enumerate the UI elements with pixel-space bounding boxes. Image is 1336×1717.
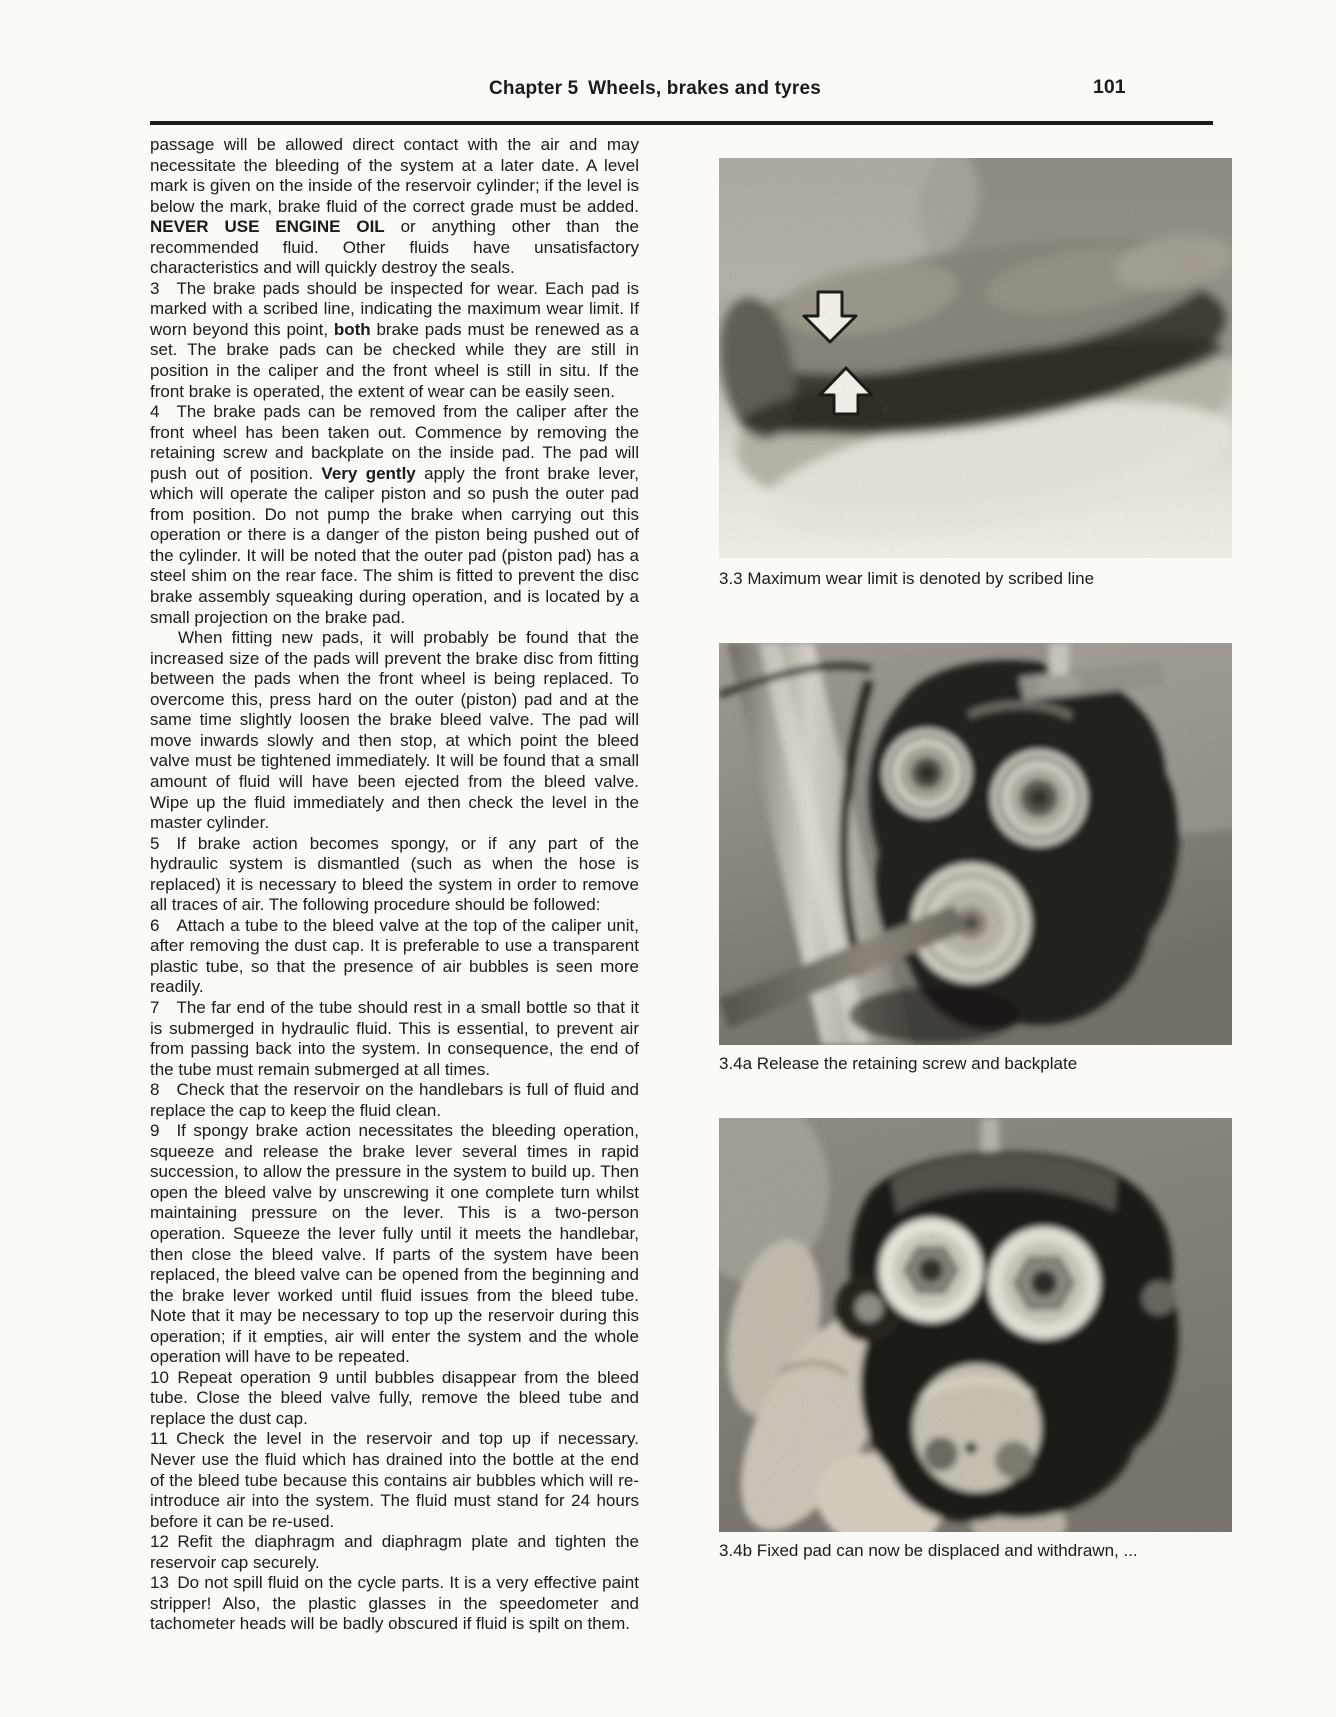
body-text-column <box>150 135 639 1635</box>
figure-brake-pad-wear <box>719 158 1232 589</box>
figure-retaining-screw <box>719 643 1232 1074</box>
body-paragraph: When fitting new pads, it will probably be found that the increased size of the pads will prevent the brake disc from fitting between the pads when the front wheel is being replaced. To overcome this, press hard on the outer (piston) pad and at the same time slightly loosen the brake bleed valve. The pad will move inwards slowly and then stop, at which point the bleed valve must be tightened immediately. It will be found that a small amount of fluid will have been ejected from the bleed valve. Wipe up the fluid immediately and then check the level in the master cylinder. <box>150 628 639 833</box>
body-paragraph: 12 Refit the diaphragm and diaphragm plate and tighten the reservoir cap securely. <box>150 1532 639 1572</box>
body-paragraph: 8 Check that the reservoir on the handlebars is full of fluid and replace the cap to keep the fluid clean. <box>150 1080 639 1120</box>
figure-fixed-pad <box>719 1118 1232 1561</box>
body-paragraph: 13 Do not spill fluid on the cycle parts. It is a very effective paint stripper! Also, the plastic glasses in the speedometer and tachometer heads will be badly obscured if fluid is spilt on them. <box>150 1573 639 1634</box>
body-paragraph: 3 The brake pads should be inspected for wear. Each pad is marked with a scribed line, indicating the maximum wear limit. If worn beyond this point, both brake pads must be renewed as a set. The brake pads can be checked while they are still in position in the caliper and the front wheel is still in situ. If the front brake is operated, the extent of wear can be easily seen. <box>150 278 639 401</box>
figure-3-3-photo <box>719 158 1232 558</box>
body-paragraph: 10 Repeat operation 9 until bubbles disappear from the bleed tube. Close the bleed valve fully, remove the bleed tube and replace the dust cap. <box>150 1367 639 1428</box>
body-paragraph: passage will be allowed direct contact with the air and may necessitate the bleeding of the system at a later date. A level mark is given on the inside of the reservoir cylinder; if the level is below the mark, brake fluid of the correct grade must be added. NEVER USE ENGINE OIL or anything other than the recommended fluid. Other fluids have unsatisfactory characteristics and will quickly destroy the seals. <box>150 135 639 278</box>
figure-caption: 3.3 Maximum wear limit is denoted by scribed line <box>719 569 1095 588</box>
figure-3-4b-photo <box>719 1118 1232 1532</box>
body-paragraph: 5 If brake action becomes spongy, or if any part of the hydraulic system is dismantled (such as when the hose is replaced) it is necessary to bleed the system in order to remove all traces of air. The following procedure should be followed: <box>150 833 639 915</box>
body-paragraph: 9 If spongy brake action necessitates the bleeding operation, squeeze and release the brake lever several times in rapid succession, to allow the pressure in the system to build up. Then open the bleed valve by unscrewing it one complete turn whilst maintaining pressure on the lever. This is a two-person operation. Squeeze the lever fully until it meets the handlebar, then close the bleed valve. If parts of the system have been replaced, the bleed valve can be opened from the beginning and the brake lever worked until fluid issues from the bleed tube. Note that it may be necessary to top up the reservoir during this operation; if it empties, air will enter the system and the whole operation will have to be repeated. <box>150 1121 639 1367</box>
photo-grain <box>719 643 1232 1045</box>
body-paragraph: 7 The far end of the tube should rest in a small bottle so that it is submerged in hydraulic fluid. This is essential, to prevent air from passing back into the system. In consequence, the end of the tube must remain submerged at all times. <box>150 997 639 1079</box>
figure-caption: 3.4a Release the retaining screw and backplate <box>719 1054 1078 1073</box>
photo-grain <box>719 1118 1232 1532</box>
body-paragraph: 11 Check the level in the reservoir and top up if necessary. Never use the fluid which has drained into the bottle at the end of the bleed tube because this contains air bubbles which will re-introduce air into the system. The fluid must stand for 24 hours before it can be re-used. <box>150 1429 639 1531</box>
header-rule <box>150 121 1213 125</box>
body-paragraph: 6 Attach a tube to the bleed valve at the top of the caliper unit, after removing the dust cap. It is preferable to use a transparent plastic tube, so that the presence of air bubbles is seen more readily. <box>150 915 639 997</box>
chapter-title: Chapter 5 Wheels, brakes and tyres <box>489 78 822 99</box>
body-paragraph: 4 The brake pads can be removed from the caliper after the front wheel has been taken out. Commence by removing the retaining screw and backplate on the inside pad. The pad will push out of position. Very gently apply the front brake lever, which will operate the caliper piston and so push the outer pad from position. Do not pump the brake when carrying out this operation or there is a danger of the piston being pushed out of the cylinder. It will be noted that the outer pad (piston pad) has a steel shim on the rear face. The shim is fitted to prevent the disc brake assembly squeaking during operation, and is located by a small projection on the brake pad. <box>150 402 639 627</box>
figure-caption: 3.4b Fixed pad can now be displaced and withdrawn, ... <box>719 1541 1138 1560</box>
photo-grain <box>719 158 1232 558</box>
figure-3-4a-photo <box>719 643 1232 1045</box>
page-number: 101 <box>1093 76 1126 98</box>
